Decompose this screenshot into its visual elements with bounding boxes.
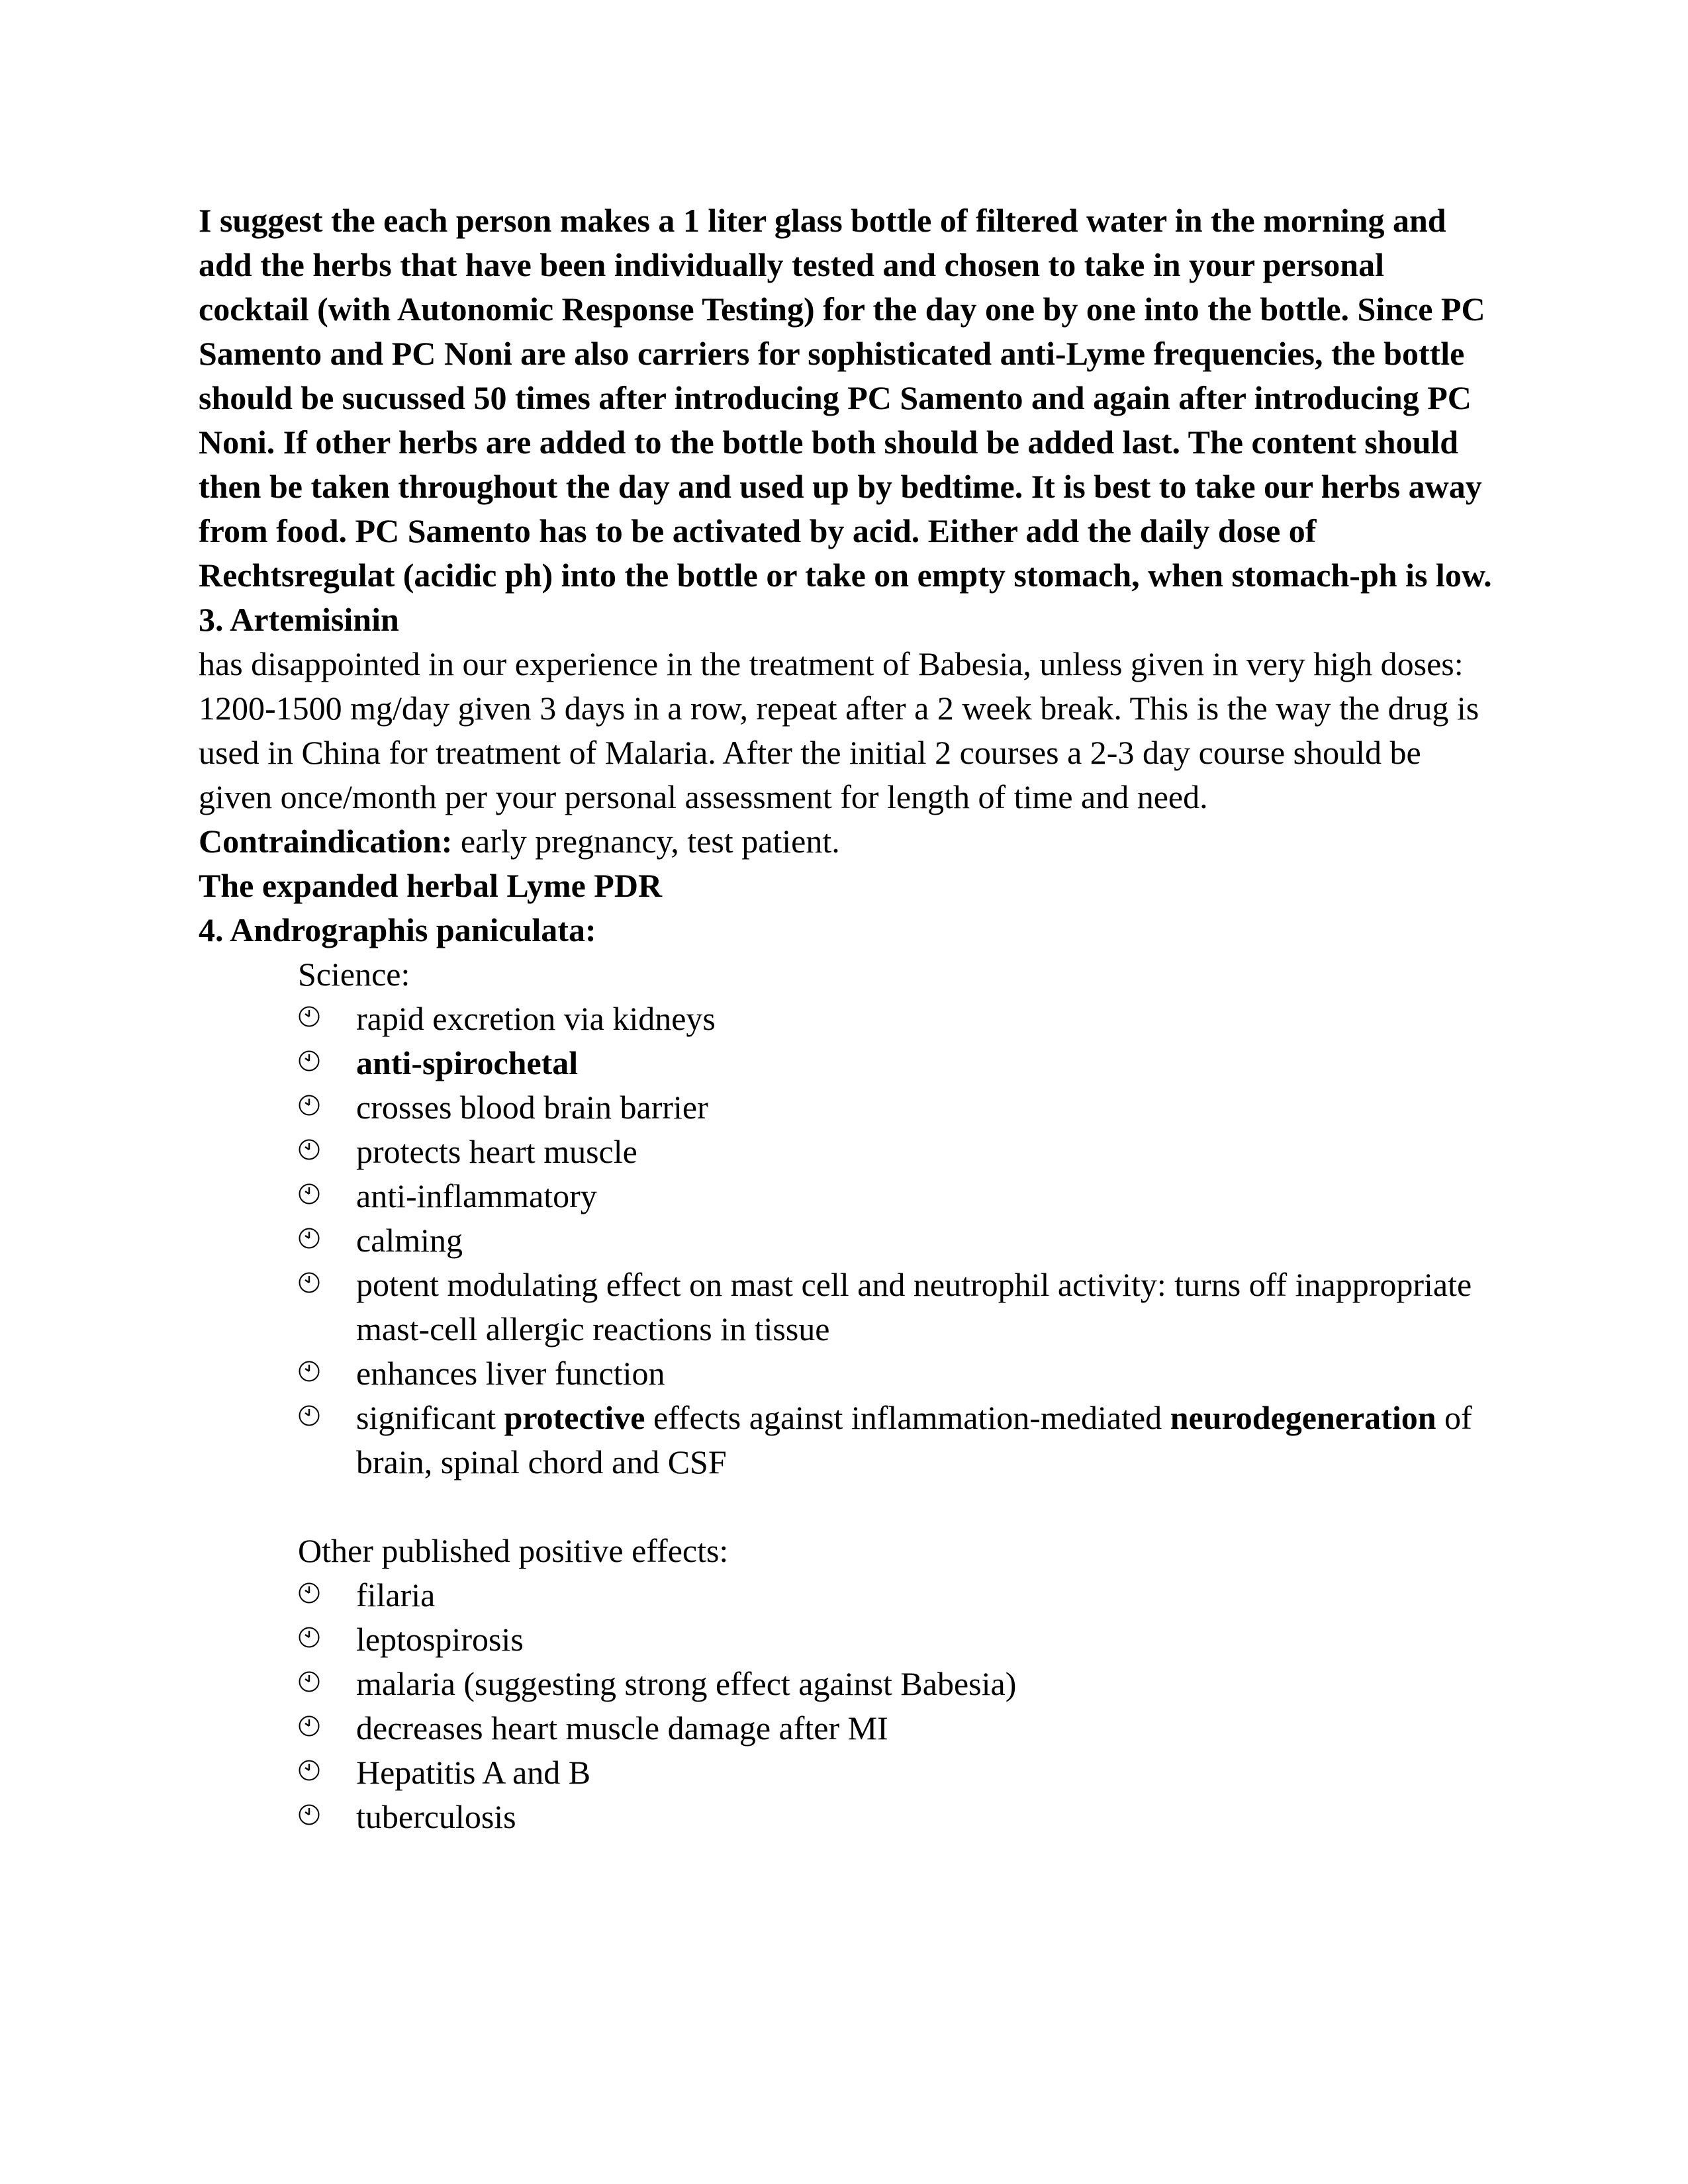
contraindication-label: Contraindication:: [199, 823, 453, 860]
clock-icon: [298, 1360, 320, 1383]
clock-icon: [298, 1138, 320, 1161]
clock-icon: [298, 1227, 320, 1250]
clock-icon: [298, 1759, 320, 1782]
clock-icon: [298, 1094, 320, 1116]
list-item: malaria (suggesting strong effect against Babesia): [298, 1662, 1496, 1706]
list-item: crosses blood brain barrier: [298, 1085, 1496, 1130]
clock-icon: [298, 1050, 320, 1072]
list-item: calming: [298, 1218, 1496, 1263]
list-item: enhances liver function: [298, 1351, 1496, 1396]
clock-icon: [298, 1271, 320, 1294]
list-item: potent modulating effect on mast cell and neutrophil activity: turns off inappropriate mast-cell allergic reactions in tissue: [298, 1263, 1496, 1351]
clock-icon: [298, 1626, 320, 1649]
intro-paragraph: I suggest the each person makes a 1 liter glass bottle of filtered water in the morning and add the herbs that have been individually tested and chosen to take in your personal cocktail (with Autonomic Response Testing) for the day one by one into the bottle. Since PC Samento and PC Noni are also carriers for sophisticated anti-Lyme frequencies, the bottle should be sucussed 50 times after introducing PC Samento and again after introducing PC Noni. If other herbs are added to the bottle both should be added last. The content should then be taken throughout the day and used up by bedtime. It is best to take our herbs away from food. PC Samento has to be activated by acid. Either add the daily dose of Rechtsregulat (acidic ph) into the bottle or take on empty stomach, when stomach-ph is low.: [199, 202, 1492, 594]
clock-icon: [298, 1670, 320, 1693]
list-item: protects heart muscle: [298, 1130, 1496, 1174]
science-label: Science:: [298, 956, 410, 993]
list-item: rapid excretion via kidneys: [298, 997, 1496, 1041]
other-effects-list: [298, 1573, 1496, 1839]
document-page: [199, 199, 1496, 1839]
list-item: anti-spirochetal: [298, 1041, 1496, 1085]
science-list: [298, 997, 1496, 1484]
pdr-heading: The expanded herbal Lyme PDR: [199, 867, 663, 904]
clock-icon: [298, 1803, 320, 1826]
contraindication-text: early pregnancy, test patient.: [452, 823, 840, 860]
clock-icon: [298, 1183, 320, 1205]
artemisinin-body: has disappointed in our experience in the treatment of Babesia, unless given in very high doses: 1200-1500 mg/day given 3 days in a row, repeat after a 2 week break. This is the way the drug is used in China for treatment of Malaria. After the initial 2 courses a 2-3 day course should be given once/month per your personal assessment for length of time and need.: [199, 645, 1479, 815]
andrographis-details: [298, 952, 1496, 1839]
clock-icon: [298, 1582, 320, 1604]
artemisinin-heading: 3. Artemisinin: [199, 601, 399, 638]
list-item: decreases heart muscle damage after MI: [298, 1706, 1496, 1751]
other-effects-label: Other published positive effects:: [298, 1532, 729, 1569]
list-item: anti-inflammatory: [298, 1174, 1496, 1218]
clock-icon: [298, 1005, 320, 1028]
clock-icon: [298, 1715, 320, 1737]
list-item: leptospirosis: [298, 1617, 1496, 1662]
list-item: filaria: [298, 1573, 1496, 1617]
list-item: Hepatitis A and B: [298, 1751, 1496, 1795]
list-item: significant protective effects against inflammation-mediated neurodegeneration of brain, spinal chord and CSF: [298, 1396, 1496, 1484]
clock-icon: [298, 1404, 320, 1427]
spacer: [298, 1484, 1496, 1529]
list-item: tuberculosis: [298, 1795, 1496, 1839]
contraindication-line: [199, 819, 1496, 864]
andrographis-heading: 4. Andrographis paniculata:: [199, 911, 596, 948]
